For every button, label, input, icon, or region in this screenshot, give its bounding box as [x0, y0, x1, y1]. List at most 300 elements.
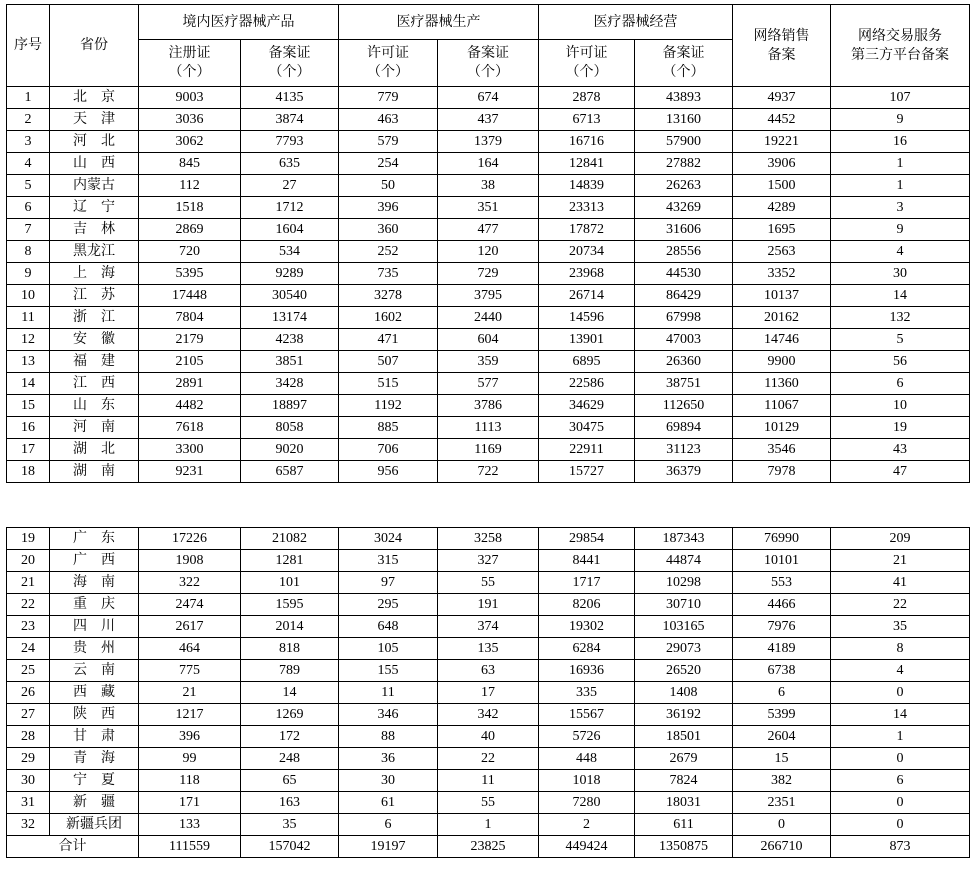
row-number: 4 [7, 153, 50, 175]
province-name: 山 东 [50, 395, 139, 417]
data-cell: 1 [438, 814, 539, 836]
data-cell: 507 [339, 351, 438, 373]
row-number: 8 [7, 241, 50, 263]
data-cell: 36379 [635, 461, 733, 483]
table-row [7, 792, 970, 814]
data-cell: 2617 [139, 616, 241, 638]
data-cell: 16716 [539, 131, 635, 153]
data-cell: 120 [438, 241, 539, 263]
data-cell: 6713 [539, 109, 635, 131]
province-name: 湖 北 [50, 439, 139, 461]
data-cell: 2679 [635, 748, 733, 770]
data-cell: 6587 [241, 461, 339, 483]
province-name: 江 西 [50, 373, 139, 395]
data-cell: 706 [339, 439, 438, 461]
data-table-part1 [6, 4, 970, 483]
data-cell: 172 [241, 726, 339, 748]
table-row [7, 748, 970, 770]
data-cell: 14 [831, 704, 970, 726]
data-cell: 463 [339, 109, 438, 131]
data-cell: 15567 [539, 704, 635, 726]
data-cell: 335 [539, 682, 635, 704]
data-cell: 3546 [733, 439, 831, 461]
row-number: 1 [7, 87, 50, 109]
data-cell: 38 [438, 175, 539, 197]
province-name: 河 北 [50, 131, 139, 153]
province-name: 上 海 [50, 263, 139, 285]
table-row [7, 241, 970, 263]
province-name: 江 苏 [50, 285, 139, 307]
data-cell: 3874 [241, 109, 339, 131]
row-number: 21 [7, 572, 50, 594]
province-name: 内蒙古 [50, 175, 139, 197]
data-cell: 4289 [733, 197, 831, 219]
data-cell: 191 [438, 594, 539, 616]
table-row [7, 616, 970, 638]
data-cell: 1269 [241, 704, 339, 726]
data-cell: 477 [438, 219, 539, 241]
province-name: 黑龙江 [50, 241, 139, 263]
row-number: 17 [7, 439, 50, 461]
data-cell: 8 [831, 638, 970, 660]
table-row [7, 219, 970, 241]
province-name: 云 南 [50, 660, 139, 682]
data-cell: 3024 [339, 528, 438, 550]
total-row [7, 836, 970, 858]
data-cell: 2604 [733, 726, 831, 748]
data-cell: 2474 [139, 594, 241, 616]
data-cell: 65 [241, 770, 339, 792]
data-cell: 6895 [539, 351, 635, 373]
data-cell: 3278 [339, 285, 438, 307]
data-cell: 437 [438, 109, 539, 131]
data-cell: 1695 [733, 219, 831, 241]
table-row [7, 285, 970, 307]
data-cell: 396 [139, 726, 241, 748]
data-cell: 4466 [733, 594, 831, 616]
row-number: 23 [7, 616, 50, 638]
province-name: 广 西 [50, 550, 139, 572]
province-name: 吉 林 [50, 219, 139, 241]
province-name: 河 南 [50, 417, 139, 439]
data-cell: 2891 [139, 373, 241, 395]
data-cell: 13174 [241, 307, 339, 329]
data-cell: 76990 [733, 528, 831, 550]
header-filing-cert-1: 备案证 （个） [241, 40, 339, 87]
row-number: 11 [7, 307, 50, 329]
data-cell: 30475 [539, 417, 635, 439]
data-cell: 47 [831, 461, 970, 483]
table-row [7, 197, 970, 219]
data-cell: 315 [339, 550, 438, 572]
data-cell: 0 [831, 814, 970, 836]
data-cell: 11 [438, 770, 539, 792]
data-cell: 35 [241, 814, 339, 836]
total-cell: 157042 [241, 836, 339, 858]
data-cell: 1018 [539, 770, 635, 792]
data-cell: 346 [339, 704, 438, 726]
data-cell: 327 [438, 550, 539, 572]
data-cell: 15727 [539, 461, 635, 483]
data-cell: 779 [339, 87, 438, 109]
data-cell: 735 [339, 263, 438, 285]
data-cell: 3428 [241, 373, 339, 395]
data-cell: 1379 [438, 131, 539, 153]
table-row [7, 263, 970, 285]
data-cell: 38751 [635, 373, 733, 395]
row-number: 15 [7, 395, 50, 417]
row-number: 19 [7, 528, 50, 550]
data-cell: 6 [733, 682, 831, 704]
data-cell: 35 [831, 616, 970, 638]
data-cell: 132 [831, 307, 970, 329]
header-operation: 医疗器械经营 [539, 5, 733, 40]
data-cell: 9 [831, 109, 970, 131]
data-cell: 2014 [241, 616, 339, 638]
data-cell: 23968 [539, 263, 635, 285]
province-name: 海 南 [50, 572, 139, 594]
data-cell: 21082 [241, 528, 339, 550]
data-cell: 7793 [241, 131, 339, 153]
province-name: 浙 江 [50, 307, 139, 329]
header-third-party: 网络交易服务 第三方平台备案 [831, 5, 970, 87]
province-name: 四 川 [50, 616, 139, 638]
row-number: 22 [7, 594, 50, 616]
data-cell: 43 [831, 439, 970, 461]
data-cell: 1217 [139, 704, 241, 726]
data-cell: 63 [438, 660, 539, 682]
data-cell: 553 [733, 572, 831, 594]
data-cell: 8058 [241, 417, 339, 439]
data-cell: 295 [339, 594, 438, 616]
table-row [7, 131, 970, 153]
row-number: 9 [7, 263, 50, 285]
total-cell: 19197 [339, 836, 438, 858]
table-row [7, 550, 970, 572]
data-cell: 11 [339, 682, 438, 704]
data-cell: 107 [831, 87, 970, 109]
province-name: 北 京 [50, 87, 139, 109]
data-cell: 1712 [241, 197, 339, 219]
data-cell: 20734 [539, 241, 635, 263]
data-cell: 171 [139, 792, 241, 814]
data-cell: 67998 [635, 307, 733, 329]
row-number: 14 [7, 373, 50, 395]
row-number: 2 [7, 109, 50, 131]
data-cell: 26263 [635, 175, 733, 197]
data-cell: 8441 [539, 550, 635, 572]
row-number: 28 [7, 726, 50, 748]
data-cell: 6738 [733, 660, 831, 682]
data-cell: 14596 [539, 307, 635, 329]
province-name: 贵 州 [50, 638, 139, 660]
data-table-part2 [6, 527, 970, 858]
data-cell: 43893 [635, 87, 733, 109]
data-cell: 16 [831, 131, 970, 153]
data-cell: 4 [831, 660, 970, 682]
data-cell: 43269 [635, 197, 733, 219]
row-number: 26 [7, 682, 50, 704]
data-cell: 15 [733, 748, 831, 770]
data-cell: 99 [139, 748, 241, 770]
data-cell: 1500 [733, 175, 831, 197]
data-cell: 1595 [241, 594, 339, 616]
data-cell: 14 [241, 682, 339, 704]
data-cell: 133 [139, 814, 241, 836]
data-cell: 3 [831, 197, 970, 219]
data-cell: 10 [831, 395, 970, 417]
data-cell: 31606 [635, 219, 733, 241]
data-cell: 722 [438, 461, 539, 483]
data-cell: 818 [241, 638, 339, 660]
data-cell: 31123 [635, 439, 733, 461]
data-cell: 9289 [241, 263, 339, 285]
data-cell: 97 [339, 572, 438, 594]
data-cell: 187343 [635, 528, 733, 550]
data-cell: 18897 [241, 395, 339, 417]
province-name: 新 疆 [50, 792, 139, 814]
province-name: 天 津 [50, 109, 139, 131]
province-name: 西 藏 [50, 682, 139, 704]
row-number: 27 [7, 704, 50, 726]
data-cell: 86429 [635, 285, 733, 307]
data-cell: 464 [139, 638, 241, 660]
data-cell: 21 [139, 682, 241, 704]
data-cell: 1 [831, 726, 970, 748]
data-cell: 1408 [635, 682, 733, 704]
province-name: 陕 西 [50, 704, 139, 726]
table-row [7, 417, 970, 439]
data-cell: 1 [831, 153, 970, 175]
data-cell: 515 [339, 373, 438, 395]
header-production: 医疗器械生产 [339, 5, 539, 40]
data-cell: 10129 [733, 417, 831, 439]
data-cell: 22 [438, 748, 539, 770]
total-cell: 111559 [139, 836, 241, 858]
data-cell: 6 [339, 814, 438, 836]
data-cell: 9003 [139, 87, 241, 109]
data-cell: 3795 [438, 285, 539, 307]
province-name: 辽 宁 [50, 197, 139, 219]
data-cell: 7804 [139, 307, 241, 329]
data-cell: 1518 [139, 197, 241, 219]
data-cell: 105 [339, 638, 438, 660]
header-no: 序号 [7, 5, 50, 87]
province-name: 山 西 [50, 153, 139, 175]
table-row [7, 572, 970, 594]
total-cell: 1350875 [635, 836, 733, 858]
data-cell: 248 [241, 748, 339, 770]
table-row [7, 351, 970, 373]
data-cell: 1 [831, 175, 970, 197]
data-cell: 956 [339, 461, 438, 483]
table-row [7, 528, 970, 550]
data-cell: 2563 [733, 241, 831, 263]
table-row [7, 153, 970, 175]
table-row [7, 395, 970, 417]
table-row [7, 329, 970, 351]
data-cell: 635 [241, 153, 339, 175]
data-cell: 252 [339, 241, 438, 263]
data-cell: 28556 [635, 241, 733, 263]
data-cell: 4452 [733, 109, 831, 131]
data-cell: 322 [139, 572, 241, 594]
data-cell: 1192 [339, 395, 438, 417]
data-cell: 2878 [539, 87, 635, 109]
table-row [7, 682, 970, 704]
data-cell: 4189 [733, 638, 831, 660]
data-cell: 6 [831, 770, 970, 792]
table-row [7, 307, 970, 329]
province-name: 安 徽 [50, 329, 139, 351]
row-number: 7 [7, 219, 50, 241]
table-row [7, 814, 970, 836]
data-cell: 155 [339, 660, 438, 682]
table-row [7, 175, 970, 197]
header-license-production: 许可证 （个） [339, 40, 438, 87]
data-cell: 19302 [539, 616, 635, 638]
table-row [7, 373, 970, 395]
data-cell: 3300 [139, 439, 241, 461]
data-cell: 2179 [139, 329, 241, 351]
data-cell: 11067 [733, 395, 831, 417]
data-cell: 19 [831, 417, 970, 439]
data-cell: 163 [241, 792, 339, 814]
data-cell: 7978 [733, 461, 831, 483]
data-cell: 101 [241, 572, 339, 594]
header-registration-cert: 注册证 （个） [139, 40, 241, 87]
total-label: 合计 [7, 836, 139, 858]
province-name: 甘 肃 [50, 726, 139, 748]
data-cell: 4135 [241, 87, 339, 109]
data-cell: 611 [635, 814, 733, 836]
data-cell: 21 [831, 550, 970, 572]
data-cell: 471 [339, 329, 438, 351]
data-cell: 34629 [539, 395, 635, 417]
data-cell: 56 [831, 351, 970, 373]
data-cell: 448 [539, 748, 635, 770]
data-cell: 17226 [139, 528, 241, 550]
province-name: 宁 夏 [50, 770, 139, 792]
data-cell: 3036 [139, 109, 241, 131]
data-cell: 55 [438, 572, 539, 594]
data-cell: 720 [139, 241, 241, 263]
data-cell: 577 [438, 373, 539, 395]
data-cell: 27882 [635, 153, 733, 175]
province-name: 福 建 [50, 351, 139, 373]
data-cell: 0 [831, 792, 970, 814]
province-name: 重 庆 [50, 594, 139, 616]
data-cell: 2105 [139, 351, 241, 373]
data-cell: 4937 [733, 87, 831, 109]
table-row [7, 439, 970, 461]
total-cell: 873 [831, 836, 970, 858]
data-cell: 5 [831, 329, 970, 351]
data-cell: 3352 [733, 263, 831, 285]
row-number: 30 [7, 770, 50, 792]
data-cell: 30540 [241, 285, 339, 307]
data-cell: 55 [438, 792, 539, 814]
data-cell: 17448 [139, 285, 241, 307]
data-cell: 18501 [635, 726, 733, 748]
data-cell: 674 [438, 87, 539, 109]
data-cell: 30 [339, 770, 438, 792]
data-cell: 50 [339, 175, 438, 197]
data-cell: 845 [139, 153, 241, 175]
data-cell: 5399 [733, 704, 831, 726]
data-cell: 648 [339, 616, 438, 638]
data-cell: 11360 [733, 373, 831, 395]
data-cell: 22911 [539, 439, 635, 461]
data-cell: 0 [733, 814, 831, 836]
data-cell: 14 [831, 285, 970, 307]
row-number: 12 [7, 329, 50, 351]
data-cell: 359 [438, 351, 539, 373]
data-cell: 2351 [733, 792, 831, 814]
data-cell: 1908 [139, 550, 241, 572]
data-cell: 69894 [635, 417, 733, 439]
province-name: 新疆兵团 [50, 814, 139, 836]
data-cell: 23313 [539, 197, 635, 219]
data-cell: 2869 [139, 219, 241, 241]
row-number: 5 [7, 175, 50, 197]
province-name: 青 海 [50, 748, 139, 770]
data-cell: 342 [438, 704, 539, 726]
data-cell: 47003 [635, 329, 733, 351]
header-province: 省份 [50, 5, 139, 87]
data-cell: 14839 [539, 175, 635, 197]
province-name: 湖 南 [50, 461, 139, 483]
data-cell: 112 [139, 175, 241, 197]
total-cell: 23825 [438, 836, 539, 858]
data-cell: 7618 [139, 417, 241, 439]
data-cell: 579 [339, 131, 438, 153]
data-cell: 885 [339, 417, 438, 439]
header-filing-cert-3: 备案证 （个） [635, 40, 733, 87]
data-cell: 2440 [438, 307, 539, 329]
total-cell: 266710 [733, 836, 831, 858]
row-number: 25 [7, 660, 50, 682]
data-cell: 5395 [139, 263, 241, 285]
data-cell: 396 [339, 197, 438, 219]
data-cell: 254 [339, 153, 438, 175]
data-cell: 4 [831, 241, 970, 263]
table-row [7, 704, 970, 726]
data-cell: 16936 [539, 660, 635, 682]
data-cell: 6284 [539, 638, 635, 660]
row-number: 13 [7, 351, 50, 373]
data-cell: 36 [339, 748, 438, 770]
data-cell: 729 [438, 263, 539, 285]
data-cell: 1717 [539, 572, 635, 594]
data-cell: 0 [831, 682, 970, 704]
row-number: 32 [7, 814, 50, 836]
data-cell: 41 [831, 572, 970, 594]
header-online-sales: 网络销售 备案 [733, 5, 831, 87]
data-cell: 20162 [733, 307, 831, 329]
data-cell: 8206 [539, 594, 635, 616]
data-cell: 9900 [733, 351, 831, 373]
data-cell: 61 [339, 792, 438, 814]
data-cell: 17872 [539, 219, 635, 241]
data-cell: 40 [438, 726, 539, 748]
data-cell: 27 [241, 175, 339, 197]
table-row [7, 594, 970, 616]
data-cell: 26714 [539, 285, 635, 307]
data-cell: 112650 [635, 395, 733, 417]
data-cell: 164 [438, 153, 539, 175]
data-cell: 26520 [635, 660, 733, 682]
